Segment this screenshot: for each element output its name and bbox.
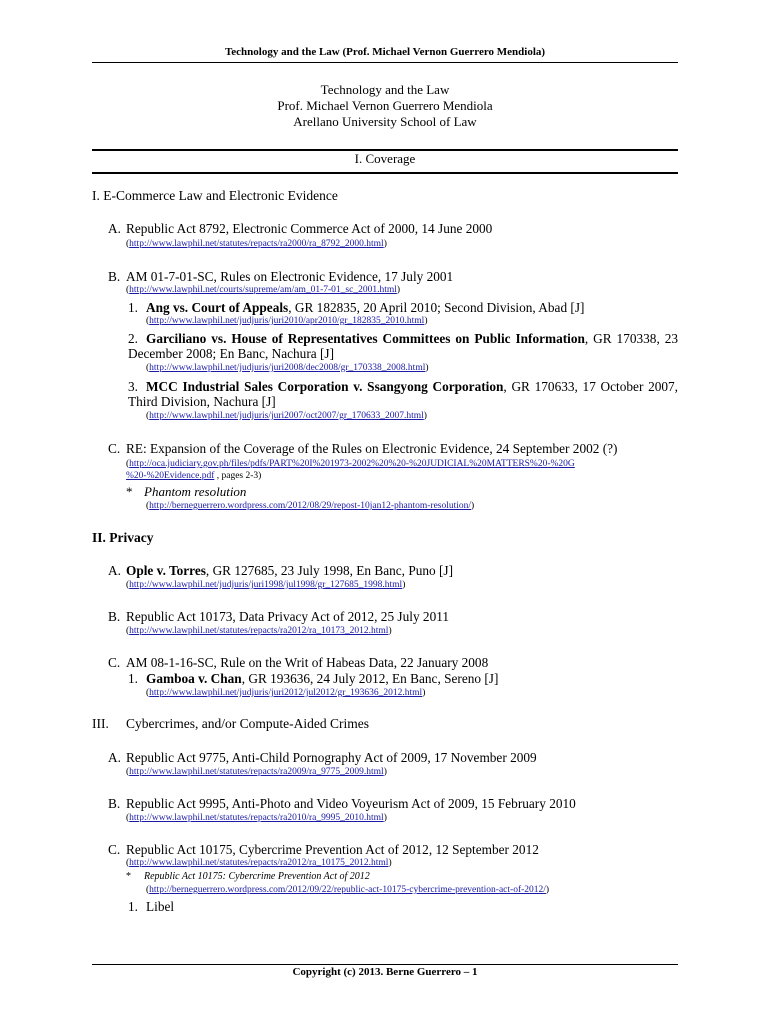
list-marker: A.: [108, 221, 121, 236]
s3-c-item-1: 1. Libel: [128, 899, 175, 914]
list-marker: A.: [108, 750, 121, 765]
s3-b-link-line: (http://www.lawphil.net/statutes/repacts/ra2010/ra_9995_2010.html): [126, 813, 387, 823]
link[interactable]: http://www.lawphil.net/statutes/repacts/ra2010/ra_9995_2010.html: [129, 813, 384, 823]
s2-b-link-line: (http://www.lawphil.net/statutes/repacts/ra2012/ra_10173_2012.html): [126, 626, 392, 636]
section-3-heading: III. Cybercrimes, and/or Compute-Aided Crimes: [92, 716, 369, 731]
doc-school: Arellano University School of Law: [293, 114, 477, 129]
s1-item-a: A. Republic Act 8792, Electronic Commerce Act of 2000, 14 June 2000: [108, 221, 493, 236]
list-marker: B.: [108, 609, 121, 624]
s1-c-note-link-line: (http://berneguerrero.wordpress.com/2012/08/29/repost-10jan12-phantom-resolution/): [146, 501, 475, 511]
s2-item-a: A. Ople v. Torres, GR 127685, 23 July 1998, En Banc, Puno [J]: [108, 563, 454, 578]
link[interactable]: http://www.lawphil.net/judjuris/juri2008/dec2008/gr_170338_2008.html: [149, 363, 426, 373]
section-1-heading: I. E-Commerce Law and Electronic Evidence: [92, 188, 338, 203]
link[interactable]: http://www.lawphil.net/judjuris/juri2012/jul2012/gr_193636_2012.html: [149, 688, 423, 698]
s2-c-case-1: 1. Gamboa v. Chan, GR 193636, 24 July 2012, En Banc, Sereno [J]: [128, 671, 499, 686]
s1-c-link-line-1: (http://oca.judiciary.gov.ph/files/pdfs/PART%20I%201973-2002%20%20-%20JUDICIAL%20MATTERS%20-%20G: [126, 459, 575, 469]
s1-b-case-3: 3. MCC Industrial Sales Corporation v. Ssangyong Corporation, GR 170633, 17 October 2007, Third Division, Nachura [J]: [128, 379, 679, 409]
s3-c-link-line: (http://www.lawphil.net/statutes/repacts/ra2012/ra_10175_2012.html): [126, 858, 392, 868]
s1-b-link-line: (http://www.lawphil.net/courts/supreme/am/am_01-7-01_sc_2001.html): [126, 285, 401, 295]
section-3-marker: III.: [92, 716, 109, 731]
link[interactable]: http://berneguerrero.wordpress.com/2012/09/22/republic-act-10175-cybercrime-prevention-act-of-2012/: [149, 885, 546, 895]
list-marker: C.: [108, 441, 121, 456]
footer: Copyright (c) 2013. Berne Guerrero – 1: [292, 966, 478, 978]
list-marker: B.: [108, 269, 121, 284]
link[interactable]: http://www.lawphil.net/judjuris/juri2007/oct2007/gr_170633_2007.html: [149, 411, 424, 421]
doc-author: Prof. Michael Vernon Guerrero Mendiola: [277, 98, 493, 113]
list-marker: C.: [108, 655, 121, 670]
title-block: [92, 82, 678, 130]
s1-b-case-1: 1. Ang vs. Court of Appeals, GR 182835, 20 April 2010; Second Division, Abad [J]: [128, 300, 585, 315]
s1-b-case-2-link-line: (http://www.lawphil.net/judjuris/juri2008/dec2008/gr_170338_2008.html): [146, 363, 429, 373]
s1-c-link-line-2: %20-%20Evidence.pdf , pages 2-3): [126, 471, 262, 481]
footer-rule: [92, 964, 678, 965]
s1-item-c: C. RE: Expansion of the Coverage of the Rules on Electronic Evidence, 24 September 2002 (?): [108, 441, 618, 456]
s1-item-b: B. AM 01-7-01-SC, Rules on Electronic Evidence, 17 July 2001: [108, 269, 454, 284]
list-marker: A.: [108, 563, 121, 578]
coverage-bottom-rule: [92, 172, 678, 174]
s1-b-case-1-link-line: (http://www.lawphil.net/judjuris/juri2010/apr2010/gr_182835_2010.html): [146, 316, 428, 326]
s2-a-link-line: (http://www.lawphil.net/judjuris/juri1998/jul1998/gr_127685_1998.html): [126, 580, 406, 590]
s1-b-case-3-link-line: (http://www.lawphil.net/judjuris/juri2007/oct2007/gr_170633_2007.html): [146, 411, 427, 421]
link[interactable]: http://www.lawphil.net/judjuris/juri2010/apr2010/gr_182835_2010.html: [149, 316, 425, 326]
link[interactable]: http://www.lawphil.net/judjuris/juri1998/jul1998/gr_127685_1998.html: [129, 580, 403, 590]
bullet-star: *: [126, 871, 131, 882]
doc-title: Technology and the Law: [320, 82, 450, 97]
section-2-heading: II. Privacy: [92, 530, 154, 545]
link[interactable]: http://oca.judiciary.gov.ph/files/pdfs/PART%20I%201973-2002%20%20-%20JUDICIAL%20MATTERS%20-%20G: [129, 459, 575, 469]
s1-c-note: * Phantom resolution: [126, 484, 247, 499]
running-header: Technology and the Law (Prof. Michael Vernon Guerrero Mendiola): [224, 46, 546, 58]
s1-a-link-line: (http://www.lawphil.net/statutes/repacts/ra2000/ra_8792_2000.html): [126, 239, 387, 249]
link[interactable]: http://www.lawphil.net/statutes/repacts/ra2012/ra_10173_2012.html: [129, 626, 389, 636]
s3-c-note: * Republic Act 10175: Cybercrime Prevention Act of 2012: [126, 871, 370, 882]
link[interactable]: http://www.lawphil.net/statutes/repacts/ra2012/ra_10175_2012.html: [129, 858, 389, 868]
header-rule: [92, 62, 678, 63]
coverage-heading: I. Coverage: [354, 151, 416, 166]
s3-a-link-line: (http://www.lawphil.net/statutes/repacts/ra2009/ra_9775_2009.html): [126, 767, 387, 777]
s2-item-c: C. AM 08-1-16-SC, Rule on the Writ of Habeas Data, 22 January 2008: [108, 655, 489, 670]
s2-item-b: B. Republic Act 10173, Data Privacy Act of 2012, 25 July 2011: [108, 609, 450, 624]
s3-item-a: A. Republic Act 9775, Anti-Child Pornography Act of 2009, 17 November 2009: [108, 750, 537, 765]
s3-item-c: C. Republic Act 10175, Cybercrime Prevention Act of 2012, 12 September 2012: [108, 842, 539, 857]
s3-item-b: B. Republic Act 9995, Anti-Photo and Video Voyeurism Act of 2009, 15 February 2010: [108, 796, 576, 811]
link[interactable]: %20-%20Evidence.pdf: [126, 471, 215, 481]
link[interactable]: http://www.lawphil.net/statutes/repacts/ra2000/ra_8792_2000.html: [129, 239, 384, 249]
link[interactable]: http://berneguerrero.wordpress.com/2012/08/29/repost-10jan12-phantom-resolution/: [149, 501, 472, 511]
s3-c-note-link-line: (http://berneguerrero.wordpress.com/2012/09/22/republic-act-10175-cybercrime-prevention-act-of-2012/): [146, 885, 550, 895]
bullet-star: *: [126, 484, 133, 499]
s2-c-case-1-link-line: (http://www.lawphil.net/judjuris/juri2012/jul2012/gr_193636_2012.html): [146, 688, 426, 698]
link[interactable]: http://www.lawphil.net/courts/supreme/am/am_01-7-01_sc_2001.html: [129, 285, 397, 295]
s1-b-case-2: 2. Garciliano vs. House of Representatives Committees on Public Information, GR 170338, 23 December 2008; En Banc, Nachura [J]: [128, 331, 678, 361]
list-marker: B.: [108, 796, 121, 811]
list-marker: C.: [108, 842, 121, 857]
link[interactable]: http://www.lawphil.net/statutes/repacts/ra2009/ra_9775_2009.html: [129, 767, 384, 777]
